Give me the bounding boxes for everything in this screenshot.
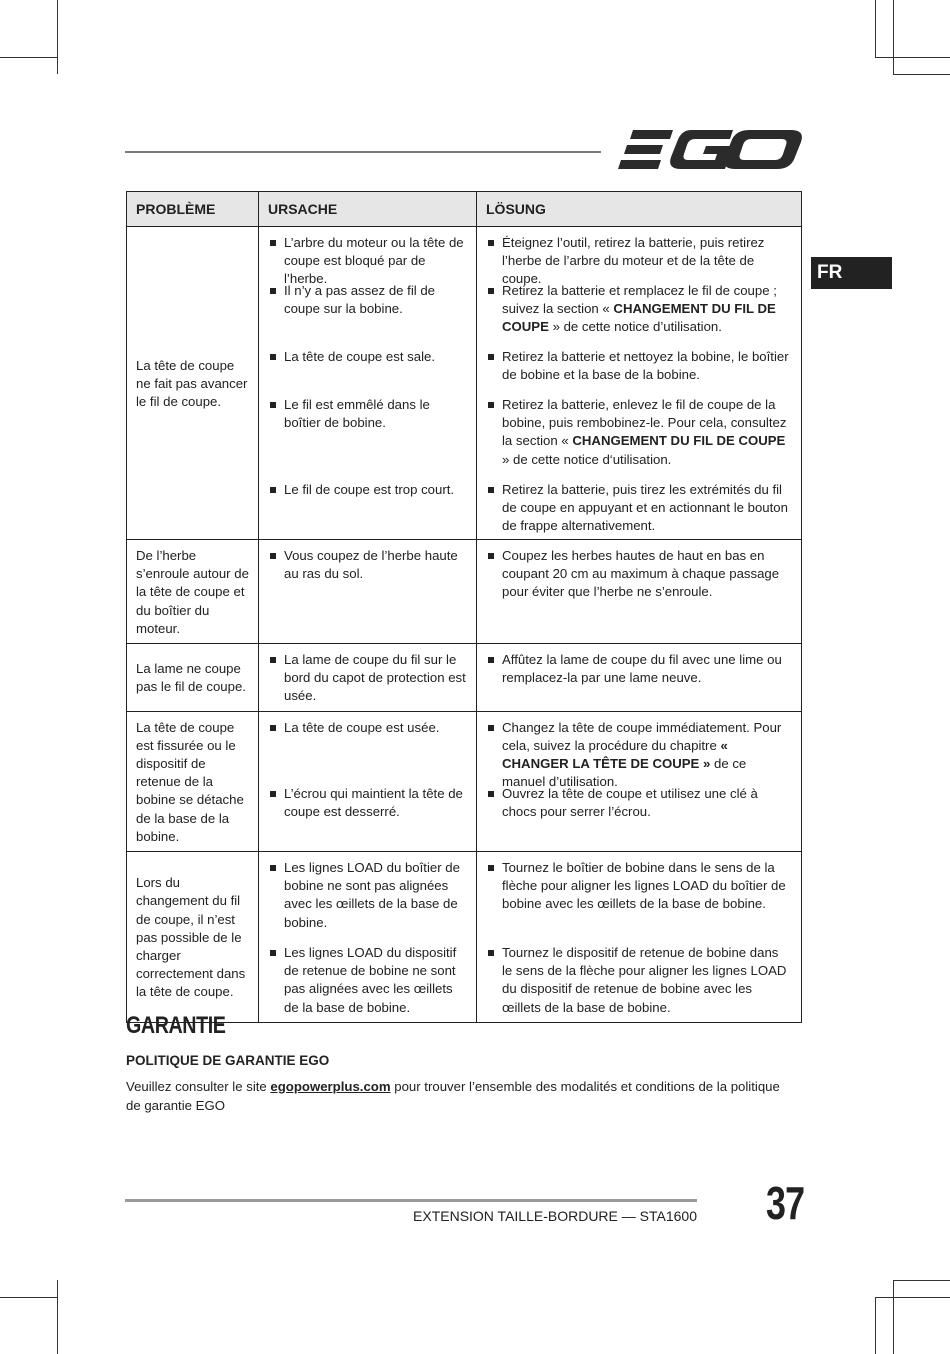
problem-cell: La tête de coupe est fissurée ou le dispositif de retenue de la bobine se détache de la base de la bobine.	[127, 711, 259, 851]
solution-item: Retirez la batterie et nettoyez la bobine, le boîtier de bobine et la base de la bobine.	[486, 348, 792, 396]
solution-cell	[477, 852, 802, 1023]
problem-cell: De l’herbe s’enroule autour de la tête de coupe et du boîtier du moteur.	[127, 540, 259, 644]
cause-item: La tête de coupe est sale.	[268, 348, 467, 396]
cause-cell	[259, 852, 477, 1023]
crop-mark	[893, 74, 950, 75]
table-row	[127, 227, 802, 540]
solution-item: Coupez les herbes hautes de haut en bas en coupant 20 cm au maximum à chaque passage pour éviter que l’herbe ne s’enroule.	[486, 547, 792, 602]
cause-item: Les lignes LOAD du boîtier de bobine ne sont pas alignées avec les œillets de la base de bobine.	[268, 859, 467, 944]
table-row	[127, 852, 802, 1023]
cause-cell	[259, 227, 477, 540]
cause-item: Le fil de coupe est trop court.	[268, 481, 467, 529]
cause-item: Vous coupez de l’herbe haute au ras du sol.	[268, 547, 467, 583]
header-cause: URSACHE	[259, 192, 477, 227]
table-row	[127, 711, 802, 851]
cause-item: Les lignes LOAD du dispositif de retenue de bobine ne sont pas alignées avec les œillets de la base de bobine.	[268, 944, 467, 1017]
solution-item: Changez la tête de coupe immédiatement. Pour cela, suivez la procédure du chapitre « CHANGER LA TÊTE DE COUPE » de ce manuel d’utilisation.	[486, 719, 792, 785]
crop-mark	[875, 1297, 876, 1354]
problem-cell: La lame ne coupe pas le fil de coupe.	[127, 644, 259, 712]
problem-cell: La tête de coupe ne fait pas avancer le fil de coupe.	[127, 227, 259, 540]
ego-logo	[615, 126, 805, 174]
solution-item: Ouvrez la tête de coupe et utilisez une clé à chocs pour serrer l’écrou.	[486, 785, 792, 821]
page-number: 37	[766, 1177, 805, 1229]
table-row	[127, 540, 802, 644]
warranty-paragraph: Veuillez consulter le site egopowerplus.com pour trouver l’ensemble des modalités et conditions de la politique de garantie EGO	[126, 1079, 780, 1113]
cause-item: Il n’y a pas assez de fil de coupe sur la bobine.	[268, 282, 467, 348]
crop-mark	[875, 1297, 950, 1298]
solution-cell	[477, 227, 802, 540]
crop-mark	[893, 1280, 894, 1354]
cause-item: Le fil est emmêlé dans le boîtier de bobine.	[268, 396, 467, 481]
solution-item: Affûtez la lame de coupe du fil avec une lime ou remplacez-la par une lame neuve.	[486, 651, 792, 687]
cause-cell	[259, 711, 477, 851]
warranty-subtitle: POLITIQUE DE GARANTIE EGO	[126, 1053, 330, 1068]
footer-rule	[125, 1199, 697, 1202]
solution-item: Éteignez l’outil, retirez la batterie, puis retirez l’herbe de l’arbre du moteur et de la tête de coupe.	[486, 234, 792, 282]
solution-item: Retirez la batterie, enlevez le fil de coupe de la bobine, puis rembobinez-le. Pour cela, consultez la section « CHANGEMENT DU FIL DE COUPE » de cette notice d‘utilisation.	[486, 396, 792, 481]
table-header-row	[127, 192, 802, 227]
solution-cell	[477, 711, 802, 851]
language-tab: FR	[811, 257, 892, 289]
solution-cell	[477, 540, 802, 644]
crop-mark	[875, 0, 876, 57]
problem-cell: Lors du changement du fil de coupe, il n’est pas possible de le charger correctement dans la tête de coupe.	[127, 852, 259, 1023]
crop-mark	[0, 57, 57, 58]
header-problem: PROBLÈME	[127, 192, 259, 227]
crop-mark	[893, 0, 894, 74]
crop-mark	[875, 57, 950, 58]
cause-item: L’écrou qui maintient la tête de coupe est desserré.	[268, 785, 467, 821]
header-solution: LÖSUNG	[477, 192, 802, 227]
footer-product-name: EXTENSION TAILLE-BORDURE — STA1600	[413, 1208, 697, 1224]
solution-item: Tournez le boîtier de bobine dans le sens de la flèche pour aligner les lignes LOAD du boîtier de bobine avec les œillets de la base de bobine.	[486, 859, 792, 944]
crop-mark	[57, 1280, 58, 1354]
header-rule	[125, 151, 601, 153]
cause-item: La lame de coupe du fil sur le bord du capot de protection est usée.	[268, 651, 467, 706]
solution-item: Retirez la batterie et remplacez le fil de coupe ; suivez la section « CHANGEMENT DU FIL DE COUPE » de cette notice d’utilisation.	[486, 282, 792, 348]
crop-mark	[893, 1280, 950, 1281]
table-row	[127, 644, 802, 712]
cause-cell	[259, 644, 477, 712]
cause-item: L’arbre du moteur ou la tête de coupe est bloqué par de l’herbe.	[268, 234, 467, 282]
crop-mark	[57, 0, 58, 74]
crop-mark	[0, 1297, 57, 1298]
solution-item: Tournez le dispositif de retenue de bobine dans le sens de la flèche pour aligner les lignes LOAD du dispositif de retenue de bobine avec les œillets de la base de bobine.	[486, 944, 792, 1017]
cause-cell	[259, 540, 477, 644]
troubleshooting-table	[126, 191, 802, 1023]
warranty-title: GARANTIE	[126, 1012, 226, 1039]
cause-item: La tête de coupe est usée.	[268, 719, 467, 785]
solution-item: Retirez la batterie, puis tirez les extrémités du fil de coupe en appuyant et en actionnant le bouton de frappe alternativement.	[486, 481, 792, 529]
solution-cell	[477, 644, 802, 712]
warranty-link[interactable]: egopowerplus.com	[270, 1079, 391, 1094]
